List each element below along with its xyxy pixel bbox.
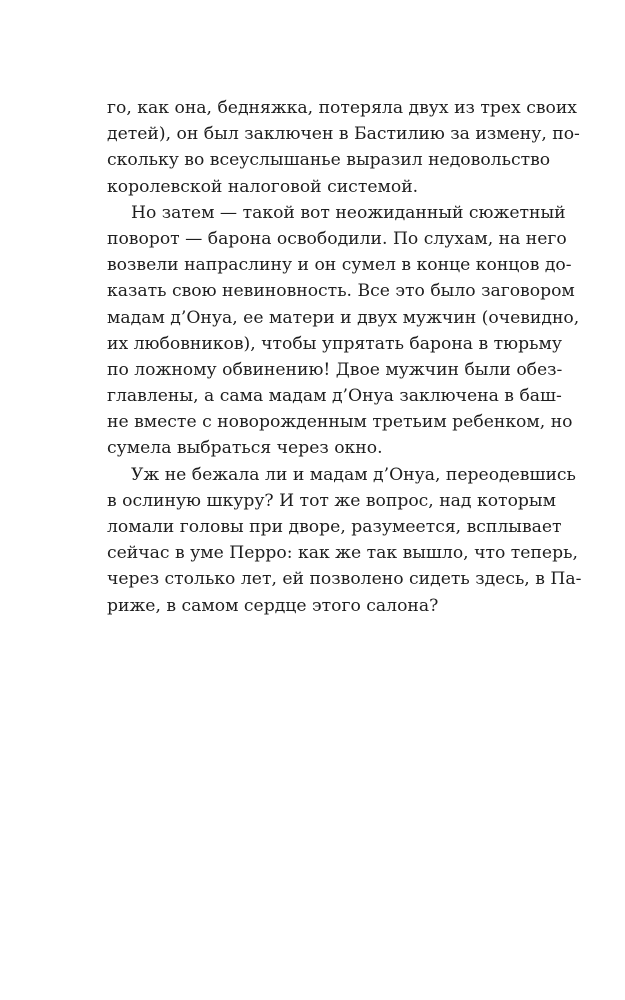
text-line: их любовников), чтобы упрятать барона в тюрьму [107,333,562,354]
paragraph-1 [107,95,580,200]
text-line: сейчас в уме Перро: как же так вышло, что теперь, [107,543,578,564]
text-line: королевской налоговой системой. [107,176,419,197]
paragraph-2 [107,200,580,462]
text-line: ломали головы при дворе, разумеется, всплывает [107,517,562,537]
paragraph-3 [107,462,582,619]
text-line: го, как она, бедняжка, потеряла двух из трех своих [107,98,577,118]
text-line: казать свою невиновность. Все это было заговором [107,281,575,302]
text-line: сумела выбраться через окно. [107,438,383,459]
text-line: в ослиную шкуру? И тот же вопрос, над которым [107,490,556,511]
text-line: по ложному обвинению! Двое мужчин были обез- [107,359,563,380]
text-line: риже, в самом сердце этого салона? [107,595,439,616]
text-line: поворот — барона освободили. По слухам, на него [107,228,567,249]
text-line: детей), он был заключен в Бастилию за измену, по- [107,124,580,145]
text-line: не вместе с новорожденным третьим ребенком, но [107,412,573,433]
text-line: мадам д’Онуа, ее матери и двух мужчин (очевидно, [107,307,580,328]
text-line: Но затем — такой вот неожиданный сюжетный [131,202,566,223]
text-line: возвели напраслину и он сумел в конце концов до- [107,255,572,276]
text-line: главлены, а сама мадам д’Онуа заключена в баш- [107,386,562,407]
text-line: через столько лет, ей позволено сидеть здесь, в Па- [107,569,582,590]
text-line: Уж не бежала ли и мадам д’Онуа, переодевшись [131,464,576,485]
text-line: скольку во всеуслышанье выразил недовольство [107,150,551,171]
body-text [107,95,582,619]
